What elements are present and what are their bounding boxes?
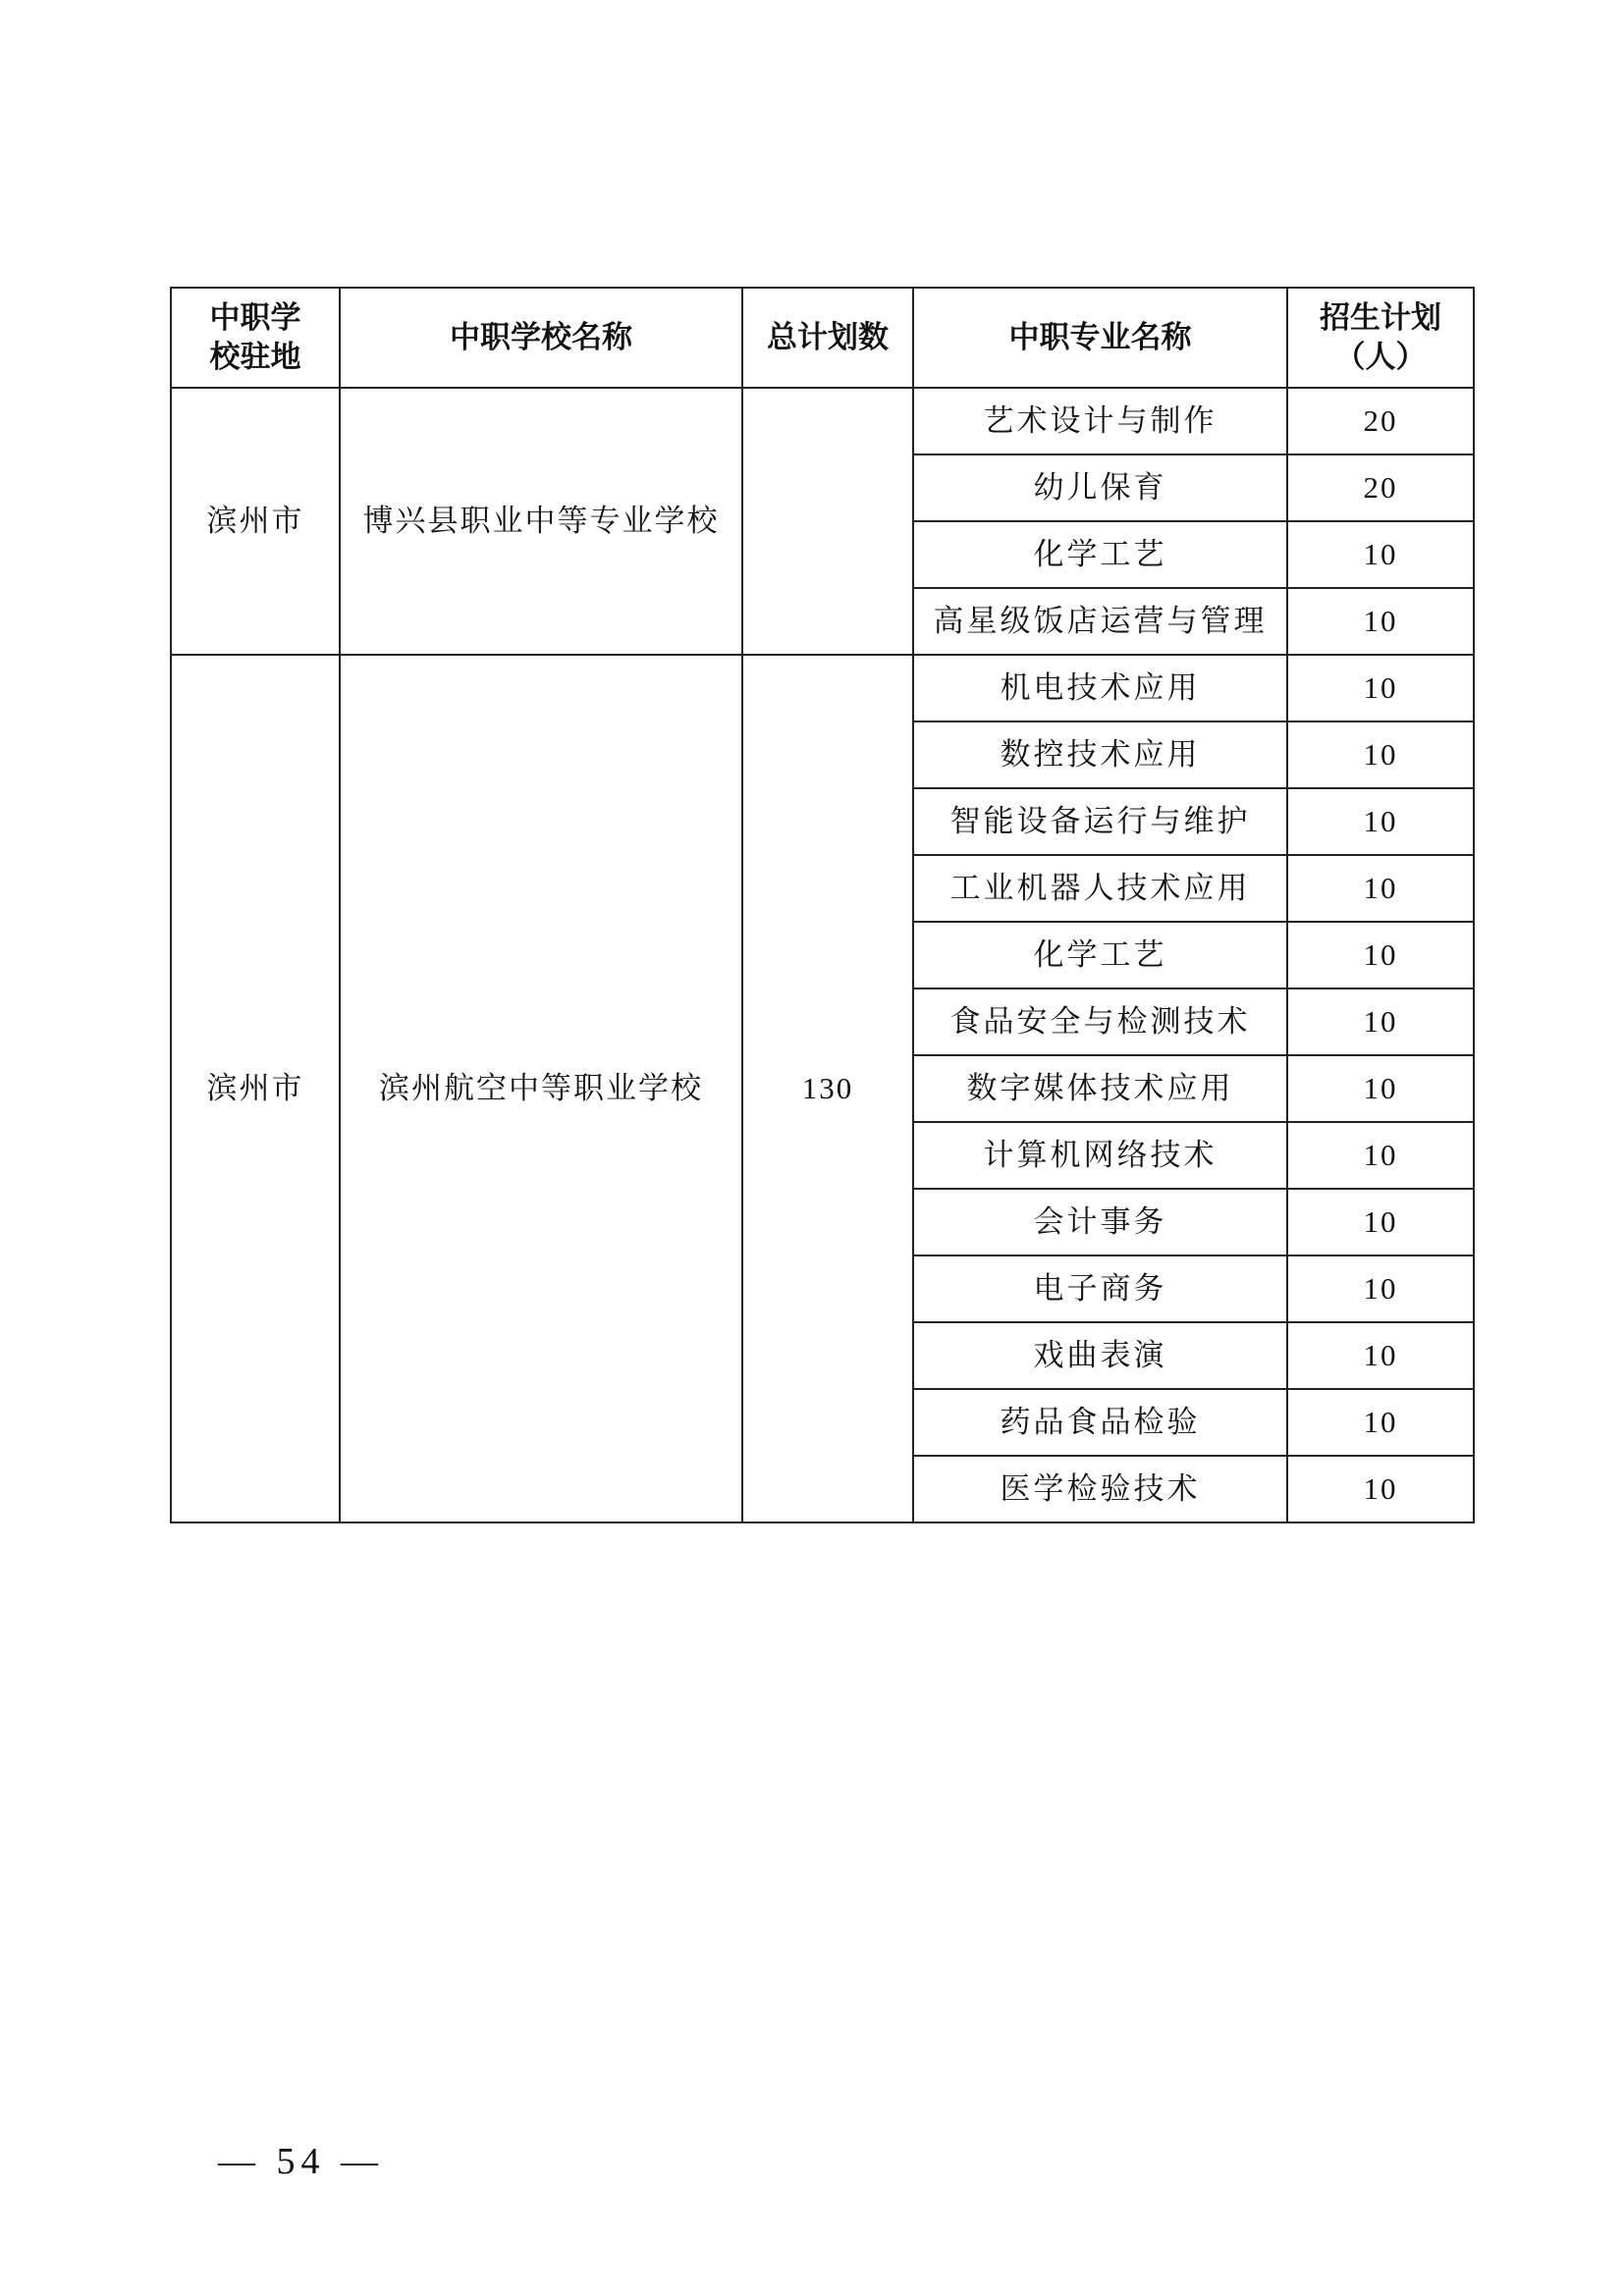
cell-enroll-plan: 10 — [1287, 1122, 1474, 1189]
cell-major-name: 数控技术应用 — [913, 721, 1287, 788]
cell-major-name: 电子商务 — [913, 1255, 1287, 1322]
cell-enroll-plan: 10 — [1287, 521, 1474, 588]
cell-location: 滨州市 — [171, 388, 340, 655]
cell-enroll-plan: 10 — [1287, 788, 1474, 855]
cell-major-name: 化学工艺 — [913, 521, 1287, 588]
cell-major-name: 幼儿保育 — [913, 454, 1287, 521]
header-total-plan: 总计划数 — [742, 288, 913, 388]
cell-location: 滨州市 — [171, 655, 340, 1522]
cell-major-name: 高星级饭店运营与管理 — [913, 588, 1287, 655]
cell-major-name: 化学工艺 — [913, 922, 1287, 988]
cell-enroll-plan: 10 — [1287, 922, 1474, 988]
header-location-line2: 校驻地 — [209, 340, 301, 375]
cell-major-name: 医学检验技术 — [913, 1456, 1287, 1522]
cell-major-name: 会计事务 — [913, 1189, 1287, 1255]
cell-major-name: 机电技术应用 — [913, 655, 1287, 721]
cell-major-name: 智能设备运行与维护 — [913, 788, 1287, 855]
enrollment-plan-table — [170, 287, 1475, 1523]
header-enroll-line2: （人） — [1334, 340, 1427, 375]
page-number: — 54 — — [218, 2141, 384, 2182]
header-location — [171, 288, 340, 388]
cell-school-name: 博兴县职业中等专业学校 — [340, 388, 742, 655]
cell-enroll-plan: 10 — [1287, 988, 1474, 1055]
table-row — [171, 655, 1474, 721]
cell-major-name: 戏曲表演 — [913, 1322, 1287, 1389]
table-row — [171, 388, 1474, 454]
cell-enroll-plan: 10 — [1287, 855, 1474, 922]
header-school-name: 中职学校名称 — [340, 288, 742, 388]
header-location-line1: 中职学 — [209, 300, 301, 336]
cell-enroll-plan: 10 — [1287, 1389, 1474, 1456]
cell-total-plan: 130 — [742, 655, 913, 1522]
cell-enroll-plan: 10 — [1287, 1456, 1474, 1522]
cell-enroll-plan: 20 — [1287, 454, 1474, 521]
cell-school-name: 滨州航空中等职业学校 — [340, 655, 742, 1522]
table-header-row — [171, 288, 1474, 388]
cell-major-name: 药品食品检验 — [913, 1389, 1287, 1456]
cell-enroll-plan: 10 — [1287, 1055, 1474, 1122]
cell-major-name: 艺术设计与制作 — [913, 388, 1287, 454]
cell-major-name: 食品安全与检测技术 — [913, 988, 1287, 1055]
cell-total-plan — [742, 388, 913, 655]
cell-enroll-plan: 10 — [1287, 588, 1474, 655]
cell-enroll-plan: 10 — [1287, 1255, 1474, 1322]
cell-enroll-plan: 10 — [1287, 721, 1474, 788]
header-major-name: 中职专业名称 — [913, 288, 1287, 388]
cell-enroll-plan: 10 — [1287, 1322, 1474, 1389]
cell-enroll-plan: 10 — [1287, 655, 1474, 721]
cell-major-name: 工业机器人技术应用 — [913, 855, 1287, 922]
header-enroll-line1: 招生计划 — [1320, 300, 1441, 336]
cell-major-name: 数字媒体技术应用 — [913, 1055, 1287, 1122]
cell-enroll-plan: 10 — [1287, 1189, 1474, 1255]
cell-enroll-plan: 20 — [1287, 388, 1474, 454]
header-enroll-plan — [1287, 288, 1474, 388]
table-body — [171, 388, 1474, 1522]
cell-major-name: 计算机网络技术 — [913, 1122, 1287, 1189]
